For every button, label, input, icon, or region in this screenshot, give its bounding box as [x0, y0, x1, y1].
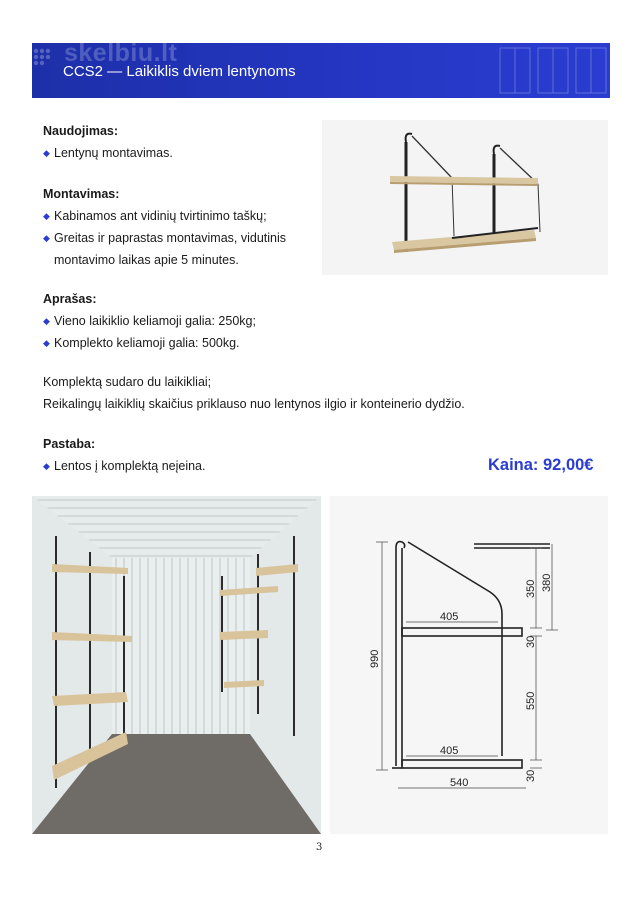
logo-dots-icon: [32, 45, 62, 71]
dim-width-bottom: 405: [440, 745, 459, 757]
dim-board-2: 30: [525, 769, 537, 782]
bullet-icon: ◆: [43, 233, 50, 243]
bullet-icon: ◆: [43, 461, 50, 471]
bullet-icon: ◆: [43, 148, 50, 158]
dim-width-top: 405: [440, 611, 459, 623]
container-photo: [32, 496, 321, 834]
technical-drawing: [330, 496, 608, 834]
note-heading: Pastaba:: [43, 437, 96, 451]
list-item: ◆ Kabinamos ant vidinių tvirtinimo taškų;: [43, 205, 286, 227]
dim-total-height: 990: [369, 649, 381, 668]
kit-section: [43, 371, 465, 415]
list-item: ◆ Komplekto keliamoji galia: 500kg.: [43, 332, 256, 354]
usage-section: [43, 120, 173, 164]
mounting-heading: Montavimas:: [43, 187, 120, 201]
bullet-icon: ◆: [43, 316, 50, 326]
list-item-continuation: montavimo laikas apie 5 minutes.: [54, 253, 239, 267]
list-item: ◆ Greitas ir paprastas montavimas, vidutinis: [43, 227, 286, 249]
list-item: ◆ Vieno laikiklio keliamoji galia: 250kg;: [43, 310, 256, 332]
container-interior-illustration: [32, 496, 321, 834]
usage-heading: Naudojimas:: [43, 124, 119, 138]
description-section: [43, 288, 256, 354]
kit-line-2: Reikalingų laikiklių skaičius priklauso nuo lentynos ilgio ir konteinerio dydžio.: [43, 397, 465, 411]
dimension-drawing: [330, 496, 608, 834]
list-item: ◆ Lentynų montavimas.: [43, 142, 173, 164]
dim-gap-middle: 550: [525, 691, 537, 710]
bullet-icon: ◆: [43, 338, 50, 348]
bullet-icon: ◆: [43, 211, 50, 221]
window-grid-decoration: [490, 43, 610, 98]
price-label: Kaina: 92,00€: [488, 456, 594, 474]
dim-board-1: 30: [525, 635, 537, 648]
page-title: CCS2 — Laikiklis dviem lentynoms: [63, 63, 296, 80]
kit-line-1: Komplektą sudaro du laikikliai;: [43, 375, 212, 389]
dim-top-arm: 350: [525, 579, 537, 598]
dim-top-offset: 380: [541, 573, 553, 592]
note-section: [43, 433, 205, 477]
dim-depth: 540: [450, 777, 469, 789]
shelf-bracket-illustration: [322, 120, 608, 275]
header-banner: [32, 43, 610, 98]
description-heading: Aprašas:: [43, 292, 97, 306]
page-number: 3: [316, 842, 323, 853]
list-item: ◆ Lentos į komplektą neįeina.: [43, 455, 205, 477]
product-photo: [322, 120, 608, 275]
watermark: skelbiu.lt: [64, 43, 178, 67]
mounting-section: [43, 183, 286, 271]
